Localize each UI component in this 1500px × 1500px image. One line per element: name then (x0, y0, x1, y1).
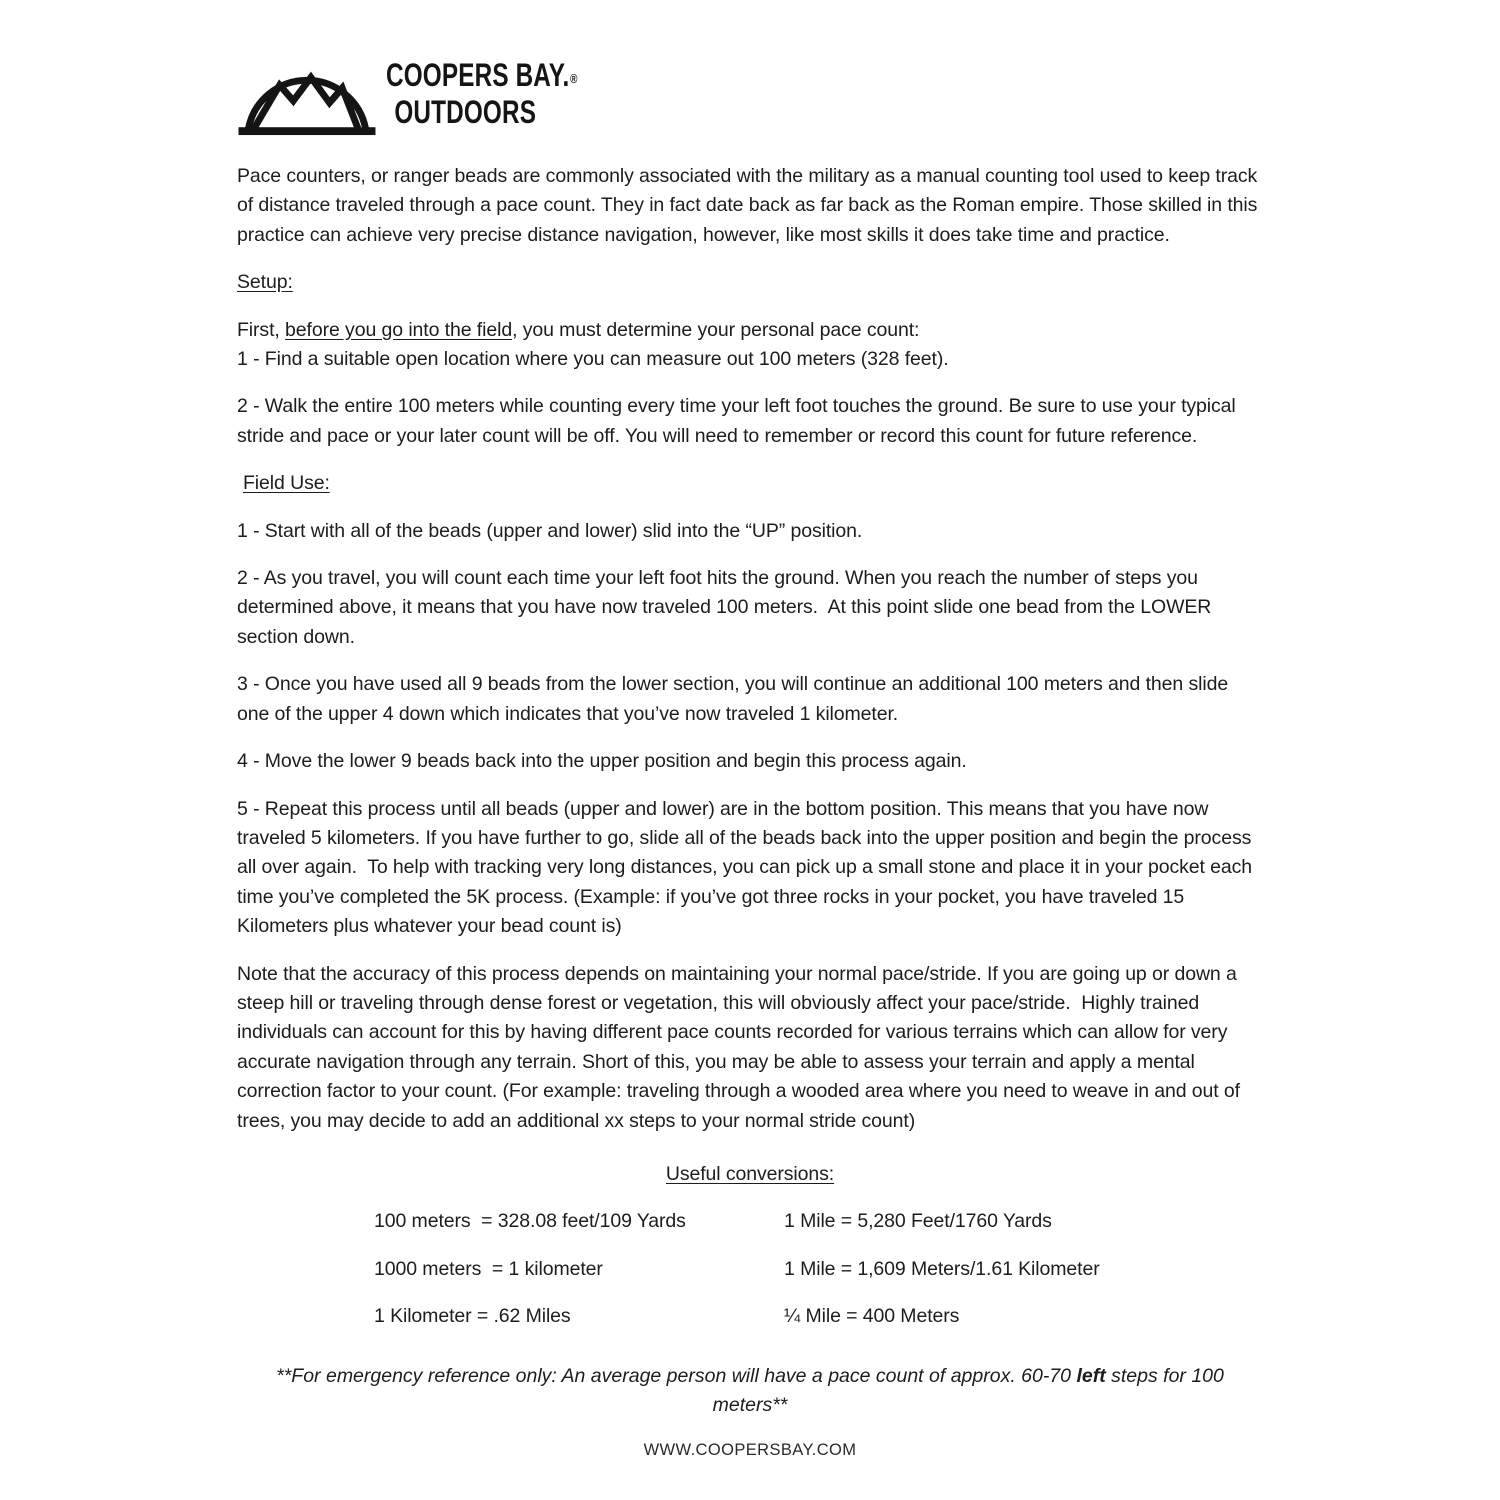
setup-step-2: 2 - Walk the entire 100 meters while counting every time your left foot touches the ground. Be sure to use your typical stride and pace or your later count will be off. You will need to remember or record this count for future reference. (237, 395, 1241, 447)
brand-name: COOPERS BAY. (386, 57, 570, 93)
field-use-step-3: 3 - Once you have used all 9 beads from the lower section, you will continue an additional 100 meters and then slide one of the upper 4 down which indicates that you’ve now traveled 1 kilometer. (237, 673, 1234, 725)
setup-intro-prefix: First, (237, 318, 286, 341)
conversion-row (374, 1207, 1263, 1236)
conversion-row (374, 1255, 1263, 1284)
setup-heading-text: Setup: (237, 271, 293, 294)
setup-step-1: 1 - Find a suitable open location where you can measure out 100 meters (328 feet). (237, 348, 949, 371)
registered-trademark: ® (570, 71, 578, 86)
conversion-cell-left: 1000 meters = 1 kilometer (374, 1257, 603, 1280)
field-use-step-4: 4 - Move the lower 9 beads back into the upper position and begin this process again. (237, 750, 967, 773)
mountain-dome-logo-icon (237, 47, 377, 137)
logo (237, 47, 1263, 137)
brand-name-line (386, 57, 578, 97)
field-use-heading (237, 469, 1263, 498)
website-url: WWW.COOPERSBAY.COM (643, 1441, 857, 1460)
field-use-step-2: 2 - As you travel, you will count each time your left foot hits the ground. When you reach the number of steps you determined above, it means that you have now traveled 100 meters. At this point slide one bead from the LOWER section down. (237, 567, 1217, 648)
setup-heading (237, 268, 1263, 297)
emergency-note-bold-word: left (1076, 1364, 1106, 1387)
conversion-cell-left: 100 meters = 328.08 feet/109 Yards (374, 1210, 686, 1233)
setup-intro-and-step-1 (237, 316, 1263, 375)
conversions-heading (237, 1160, 1263, 1189)
emergency-note-prefix: **For emergency reference only: An average person will have a pace count of approx. 60-70 (276, 1364, 1077, 1387)
field-use-step-5: 5 - Repeat this process until all beads (upper and lower) are in the bottom position. This means that you have now traveled 5 kilometers. If you have further to go, slide all of the beads back into the upper position and begin the process all over again. To help with tracking very long distances, you can pick up a small stone and place it in your pocket each time you’ve completed the 5K process. (Example: if you’ve got three rocks in your pocket, you have traveled 15 Kilometers plus whatever your bead count is) (237, 797, 1258, 938)
logo-wordmark (386, 57, 578, 130)
conversions-heading-text: Useful conversions: (665, 1162, 835, 1185)
field-use-step-1: 1 - Start with all of the beads (upper and lower) slid into the “UP” position. (237, 519, 863, 542)
accuracy-note-paragraph: Note that the accuracy of this process depends on maintaining your normal pace/stride. If you are going up or down a steep hill or traveling through dense forest or vegetation, this will obviously affect your pace/stride. Highly trained individuals can account for this by having different pace counts recorded for various terrains which can allow for very accurate navigation through any terrain. Short of this, you may be able to assess your terrain and apply a mental correction factor to your count. (For example: traveling through a wooded area where you need to weave in and out of trees, you may decide to add an additional xx steps to your normal stride count) (237, 962, 1246, 1132)
brand-subname: OUTDOORS (394, 94, 537, 130)
conversion-cell-right: 1 Mile = 5,280 Feet/1760 Yards (784, 1210, 1052, 1233)
field-use-heading-text: Field Use: (243, 472, 330, 495)
emergency-note-suffix: steps for 100 meters** (712, 1364, 1230, 1416)
emergency-reference-note (237, 1362, 1263, 1421)
conversion-cell-right: 1 Mile = 1,609 Meters/1.61 Kilometer (784, 1257, 1100, 1280)
setup-intro-suffix: , you must determine your personal pace count: (512, 318, 920, 341)
conversion-row (374, 1302, 1263, 1331)
conversion-cell-left: 1 Kilometer = .62 Miles (374, 1305, 571, 1328)
setup-intro-underlined: before you go into the field (285, 318, 513, 341)
conversions-table (237, 1207, 1263, 1331)
conversion-cell-right: ¼ Mile = 400 Meters (784, 1305, 960, 1328)
intro-paragraph: Pace counters, or ranger beads are commonly associated with the military as a manual counting tool used to keep track of distance traveled through a pace count. They in fact date back as far back as the Roman empire. Those skilled in this practice can achieve very precise distance navigation, however, like most skills it does take time and practice. (237, 165, 1263, 246)
